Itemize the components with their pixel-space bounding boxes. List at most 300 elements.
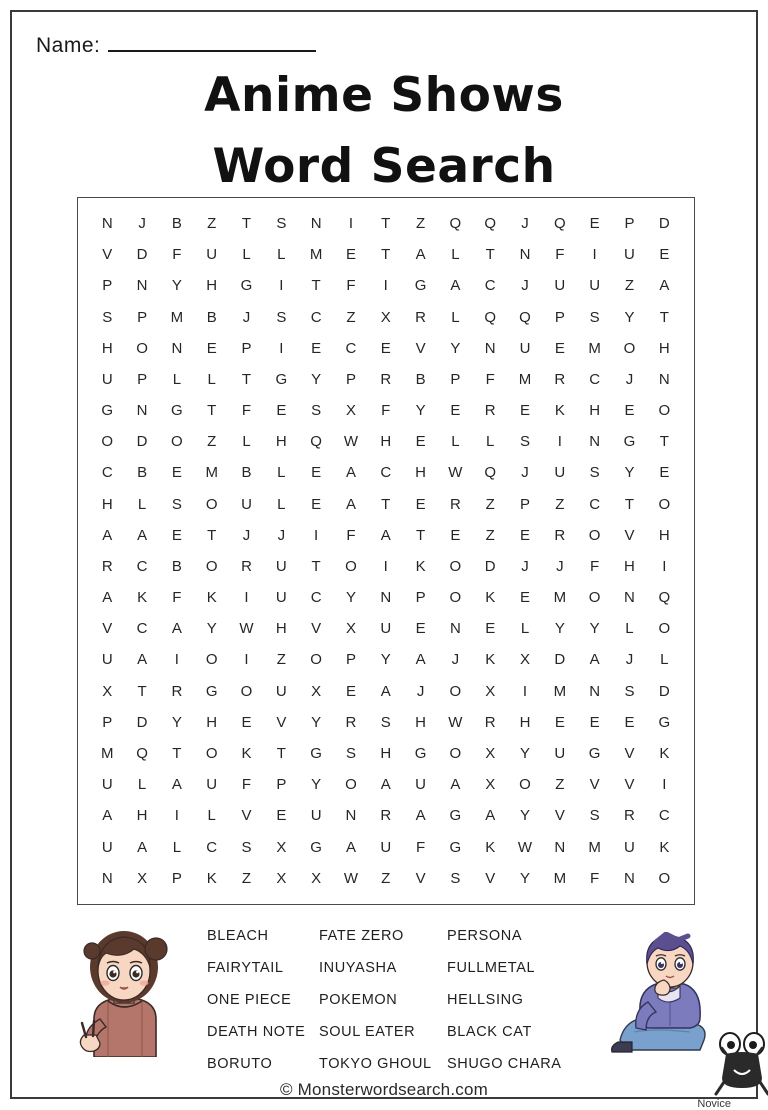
grid-letter[interactable]: E bbox=[659, 464, 670, 482]
grid-letter[interactable]: X bbox=[137, 869, 148, 887]
grid-letter[interactable]: M bbox=[170, 308, 184, 326]
grid-letter[interactable]: L bbox=[207, 807, 217, 825]
grid-letter[interactable]: I bbox=[592, 246, 598, 264]
grid-letter[interactable]: F bbox=[241, 402, 252, 420]
grid-letter[interactable]: S bbox=[589, 308, 600, 326]
grid-letter[interactable]: O bbox=[658, 402, 671, 420]
grid-letter[interactable]: J bbox=[521, 464, 530, 482]
grid-letter[interactable]: O bbox=[136, 339, 149, 357]
grid-letter[interactable]: P bbox=[624, 215, 635, 233]
name-write-line[interactable] bbox=[108, 37, 316, 52]
grid-letter[interactable]: X bbox=[520, 651, 531, 669]
grid-letter[interactable]: Z bbox=[624, 277, 635, 295]
grid-letter[interactable]: S bbox=[450, 869, 461, 887]
grid-letter[interactable]: E bbox=[345, 682, 357, 700]
grid-letter[interactable]: L bbox=[486, 433, 495, 451]
grid-letter[interactable]: X bbox=[485, 745, 496, 762]
grid-letter[interactable]: V bbox=[102, 246, 113, 264]
grid-letter[interactable]: O bbox=[345, 557, 358, 575]
grid-letter[interactable]: J bbox=[556, 557, 564, 575]
grid-letter[interactable]: M bbox=[553, 589, 567, 607]
grid-letter[interactable]: M bbox=[588, 838, 602, 856]
grid-letter[interactable]: E bbox=[624, 713, 635, 731]
grid-letter[interactable]: N bbox=[310, 215, 322, 233]
grid-letter[interactable]: D bbox=[484, 557, 496, 575]
grid-letter[interactable]: D bbox=[136, 433, 148, 451]
grid-letter[interactable]: L bbox=[172, 370, 182, 388]
grid-letter[interactable]: C bbox=[484, 277, 496, 295]
grid-letter[interactable]: T bbox=[624, 495, 635, 513]
grid-letter[interactable]: X bbox=[102, 682, 113, 700]
grid-letter[interactable]: N bbox=[380, 589, 392, 607]
grid-letter[interactable]: L bbox=[137, 776, 147, 794]
grid-letter[interactable]: P bbox=[102, 277, 113, 295]
grid-letter[interactable]: F bbox=[172, 589, 182, 607]
grid-letter[interactable]: J bbox=[242, 526, 251, 544]
grid-letter[interactable]: I bbox=[383, 277, 389, 295]
grid-letter[interactable]: F bbox=[172, 246, 182, 264]
grid-letter[interactable]: A bbox=[171, 776, 183, 794]
grid-letter[interactable]: A bbox=[102, 589, 113, 607]
grid-letter[interactable]: M bbox=[101, 745, 114, 762]
grid-letter[interactable]: N bbox=[554, 838, 566, 856]
grid-letter[interactable]: G bbox=[310, 838, 323, 856]
grid-letter[interactable]: R bbox=[554, 370, 566, 388]
grid-letter[interactable]: E bbox=[624, 402, 635, 420]
grid-letter[interactable]: E bbox=[171, 464, 183, 482]
grid-letter[interactable]: U bbox=[275, 589, 288, 607]
grid-letter[interactable]: R bbox=[345, 713, 357, 731]
grid-letter[interactable]: X bbox=[485, 776, 496, 794]
grid-letter[interactable]: Y bbox=[520, 807, 531, 825]
grid-letter[interactable]: A bbox=[345, 464, 357, 482]
grid-letter[interactable]: X bbox=[345, 402, 357, 420]
grid-letter[interactable]: Y bbox=[415, 402, 426, 420]
grid-letter[interactable]: A bbox=[102, 526, 113, 544]
grid-letter[interactable]: E bbox=[520, 589, 531, 607]
grid-letter[interactable]: A bbox=[137, 651, 148, 669]
grid-letter[interactable]: I bbox=[522, 682, 528, 700]
grid-letter[interactable]: S bbox=[589, 464, 600, 482]
grid-letter[interactable]: N bbox=[624, 589, 636, 607]
grid-letter[interactable]: F bbox=[485, 370, 496, 388]
grid-letter[interactable]: E bbox=[311, 495, 322, 513]
grid-letter[interactable]: D bbox=[554, 651, 566, 669]
grid-letter[interactable]: E bbox=[485, 620, 496, 638]
grid-letter[interactable]: V bbox=[311, 620, 322, 638]
grid-letter[interactable]: C bbox=[658, 807, 671, 825]
grid-letter[interactable]: E bbox=[380, 339, 392, 357]
grid-letter[interactable]: J bbox=[521, 557, 530, 575]
grid-letter[interactable]: H bbox=[624, 557, 636, 575]
word-item[interactable]: ONE PIECE bbox=[207, 992, 292, 1008]
grid-letter[interactable]: F bbox=[381, 402, 391, 420]
grid-letter[interactable]: N bbox=[589, 433, 601, 451]
word-item[interactable]: DEATH NOTE bbox=[207, 1024, 306, 1040]
grid-letter[interactable]: U bbox=[275, 557, 288, 575]
grid-letter[interactable]: E bbox=[589, 713, 600, 731]
grid-letter[interactable]: H bbox=[415, 713, 427, 731]
grid-letter[interactable]: U bbox=[589, 277, 601, 295]
grid-letter[interactable]: D bbox=[658, 215, 671, 233]
grid-letter[interactable]: S bbox=[276, 215, 287, 233]
grid-letter[interactable]: I bbox=[244, 589, 249, 607]
grid-letter[interactable]: N bbox=[101, 215, 113, 233]
grid-letter[interactable]: V bbox=[554, 807, 566, 825]
grid-letter[interactable]: O bbox=[449, 589, 462, 607]
grid-letter[interactable]: G bbox=[101, 402, 114, 420]
grid-letter[interactable]: O bbox=[658, 620, 671, 638]
grid-letter[interactable]: R bbox=[484, 713, 496, 731]
word-item[interactable]: BLACK CAT bbox=[447, 1024, 532, 1040]
grid-letter[interactable]: A bbox=[415, 807, 426, 825]
grid-letter[interactable]: I bbox=[557, 433, 563, 451]
grid-letter[interactable]: R bbox=[380, 807, 392, 825]
grid-letter[interactable]: G bbox=[205, 682, 218, 700]
grid-letter[interactable]: V bbox=[485, 869, 496, 887]
grid-letter[interactable]: G bbox=[449, 807, 462, 825]
grid-letter[interactable]: I bbox=[662, 557, 667, 575]
grid-letter[interactable]: O bbox=[658, 869, 671, 887]
grid-letter[interactable]: W bbox=[239, 620, 254, 638]
grid-letter[interactable]: E bbox=[520, 402, 531, 420]
word-item[interactable]: HELLSING bbox=[447, 992, 524, 1008]
grid-letter[interactable]: H bbox=[589, 402, 601, 420]
grid-letter[interactable]: Z bbox=[346, 308, 356, 326]
grid-letter[interactable]: D bbox=[136, 713, 148, 731]
grid-letter[interactable]: Z bbox=[207, 433, 217, 451]
grid-letter[interactable]: O bbox=[588, 526, 601, 544]
grid-letter[interactable]: I bbox=[279, 277, 284, 295]
grid-letter[interactable]: P bbox=[345, 370, 357, 388]
grid-letter[interactable]: A bbox=[171, 620, 183, 638]
grid-letter[interactable]: J bbox=[521, 215, 530, 233]
grid-letter[interactable]: L bbox=[137, 495, 147, 513]
word-item[interactable]: FULLMETAL bbox=[447, 960, 536, 976]
grid-letter[interactable]: G bbox=[658, 713, 671, 731]
grid-letter[interactable]: R bbox=[171, 682, 183, 700]
grid-letter[interactable]: Y bbox=[520, 869, 531, 887]
grid-letter[interactable]: U bbox=[554, 745, 566, 762]
grid-letter[interactable]: I bbox=[174, 807, 180, 825]
grid-letter[interactable]: P bbox=[171, 869, 183, 887]
grid-letter[interactable]: Z bbox=[276, 651, 287, 669]
grid-letter[interactable]: P bbox=[345, 651, 357, 669]
grid-letter[interactable]: V bbox=[589, 776, 600, 794]
grid-letter[interactable]: F bbox=[590, 557, 600, 575]
grid-letter[interactable]: W bbox=[343, 869, 359, 887]
grid-letter[interactable]: C bbox=[589, 370, 601, 388]
grid-letter[interactable]: L bbox=[207, 370, 217, 388]
grid-letter[interactable]: Z bbox=[241, 869, 252, 887]
grid-letter[interactable]: C bbox=[589, 495, 601, 513]
grid-letter[interactable]: G bbox=[310, 745, 323, 762]
grid-letter[interactable]: E bbox=[345, 246, 357, 264]
grid-letter[interactable]: Y bbox=[589, 620, 600, 638]
grid-letter[interactable]: U bbox=[519, 339, 531, 357]
grid-letter[interactable]: I bbox=[383, 557, 389, 575]
grid-letter[interactable]: S bbox=[345, 745, 357, 762]
grid-letter[interactable]: O bbox=[310, 651, 323, 669]
word-item[interactable]: BLEACH bbox=[207, 928, 269, 944]
grid-letter[interactable]: O bbox=[658, 495, 671, 513]
grid-letter[interactable]: L bbox=[660, 651, 669, 669]
grid-letter[interactable]: L bbox=[277, 495, 286, 513]
grid-letter[interactable]: M bbox=[553, 682, 567, 700]
grid-letter[interactable]: F bbox=[241, 776, 252, 794]
grid-letter[interactable]: D bbox=[136, 246, 148, 264]
grid-letter[interactable]: E bbox=[311, 464, 322, 482]
grid-letter[interactable]: U bbox=[310, 807, 322, 825]
grid-letter[interactable]: U bbox=[275, 682, 288, 700]
grid-letter[interactable]: G bbox=[275, 370, 288, 388]
grid-letter[interactable]: T bbox=[381, 246, 391, 264]
grid-letter[interactable]: Q bbox=[658, 589, 671, 607]
grid-letter[interactable]: Q bbox=[136, 745, 149, 762]
grid-letter[interactable]: Y bbox=[311, 370, 322, 388]
grid-letter[interactable]: A bbox=[345, 838, 357, 856]
grid-letter[interactable]: A bbox=[380, 526, 392, 544]
grid-letter[interactable]: T bbox=[241, 215, 252, 233]
grid-letter[interactable]: K bbox=[485, 589, 496, 607]
grid-letter[interactable]: N bbox=[589, 682, 601, 700]
grid-letter[interactable]: N bbox=[345, 807, 357, 825]
grid-letter[interactable]: K bbox=[137, 589, 148, 607]
grid-letter[interactable]: L bbox=[451, 246, 460, 264]
grid-letter[interactable]: E bbox=[659, 246, 670, 264]
grid-letter[interactable]: P bbox=[415, 589, 426, 607]
grid-letter[interactable]: I bbox=[244, 651, 249, 669]
grid-letter[interactable]: V bbox=[415, 869, 426, 887]
grid-letter[interactable]: A bbox=[450, 277, 461, 295]
grid-letter[interactable]: K bbox=[415, 557, 426, 575]
grid-letter[interactable]: P bbox=[102, 713, 113, 731]
grid-letter[interactable]: V bbox=[624, 526, 635, 544]
grid-letter[interactable]: J bbox=[521, 277, 530, 295]
grid-letter[interactable]: V bbox=[102, 620, 113, 638]
grid-letter[interactable]: U bbox=[624, 246, 636, 264]
grid-letter[interactable]: O bbox=[240, 682, 253, 700]
grid-letter[interactable]: K bbox=[554, 402, 566, 420]
grid-letter[interactable]: T bbox=[207, 402, 217, 420]
grid-letter[interactable]: D bbox=[658, 682, 671, 700]
grid-letter[interactable]: B bbox=[137, 464, 148, 482]
grid-letter[interactable]: N bbox=[449, 620, 462, 638]
grid-letter[interactable]: H bbox=[136, 807, 148, 825]
grid-letter[interactable]: W bbox=[343, 433, 359, 451]
grid-letter[interactable]: E bbox=[415, 620, 426, 638]
grid-letter[interactable]: N bbox=[171, 339, 183, 357]
grid-letter[interactable]: C bbox=[101, 464, 113, 482]
grid-letter[interactable]: U bbox=[101, 370, 113, 388]
grid-letter[interactable]: S bbox=[520, 433, 531, 451]
grid-letter[interactable]: X bbox=[311, 869, 322, 887]
grid-letter[interactable]: H bbox=[658, 526, 671, 544]
grid-letter[interactable]: S bbox=[171, 495, 183, 513]
grid-letter[interactable]: L bbox=[451, 308, 460, 326]
grid-letter[interactable]: X bbox=[485, 682, 496, 700]
grid-letter[interactable]: O bbox=[171, 433, 184, 451]
grid-letter[interactable]: Y bbox=[624, 464, 635, 482]
grid-letter[interactable]: T bbox=[381, 215, 391, 233]
grid-letter[interactable]: B bbox=[171, 557, 183, 575]
grid-letter[interactable]: U bbox=[415, 776, 427, 794]
grid-letter[interactable]: R bbox=[101, 557, 113, 575]
grid-letter[interactable]: Z bbox=[485, 495, 496, 513]
grid-letter[interactable]: V bbox=[415, 339, 426, 357]
word-item[interactable]: FATE ZERO bbox=[319, 928, 404, 944]
grid-letter[interactable]: G bbox=[449, 838, 462, 856]
grid-letter[interactable]: S bbox=[624, 682, 635, 700]
grid-letter[interactable]: A bbox=[345, 495, 357, 513]
grid-letter[interactable]: O bbox=[449, 682, 462, 700]
grid-letter[interactable]: Y bbox=[624, 308, 635, 326]
word-search-grid[interactable] bbox=[77, 197, 695, 905]
grid-letter[interactable]: E bbox=[450, 526, 461, 544]
grid-letter[interactable]: E bbox=[241, 713, 252, 731]
grid-letter[interactable]: G bbox=[588, 745, 601, 762]
grid-letter[interactable]: U bbox=[101, 776, 113, 794]
grid-letter[interactable]: H bbox=[380, 433, 392, 451]
grid-letter[interactable]: H bbox=[415, 464, 427, 482]
word-item[interactable]: POKEMON bbox=[319, 992, 398, 1008]
grid-letter[interactable]: N bbox=[658, 370, 671, 388]
grid-letter[interactable]: K bbox=[659, 838, 670, 856]
grid-letter[interactable]: M bbox=[309, 246, 323, 264]
grid-letter[interactable]: A bbox=[137, 526, 148, 544]
word-item[interactable]: TOKYO GHOUL bbox=[319, 1056, 432, 1072]
grid-letter[interactable]: H bbox=[519, 713, 531, 731]
grid-letter[interactable]: Z bbox=[555, 776, 565, 794]
grid-letter[interactable]: Y bbox=[380, 651, 392, 669]
grid-letter[interactable]: B bbox=[206, 308, 217, 326]
grid-letter[interactable]: M bbox=[553, 869, 567, 887]
grid-letter[interactable]: P bbox=[450, 370, 461, 388]
grid-letter[interactable]: A bbox=[137, 838, 148, 856]
grid-letter[interactable]: C bbox=[380, 464, 392, 482]
grid-letter[interactable]: K bbox=[485, 651, 496, 669]
grid-letter[interactable]: I bbox=[279, 339, 284, 357]
grid-letter[interactable]: C bbox=[310, 308, 322, 326]
grid-letter[interactable]: Z bbox=[381, 869, 391, 887]
grid-letter[interactable]: E bbox=[276, 402, 287, 420]
word-item[interactable]: INUYASHA bbox=[319, 960, 397, 976]
grid-letter[interactable]: N bbox=[136, 277, 148, 295]
grid-letter[interactable]: U bbox=[101, 838, 113, 856]
grid-letter[interactable]: X bbox=[380, 308, 392, 326]
grid-letter[interactable]: E bbox=[554, 339, 566, 357]
grid-letter[interactable]: M bbox=[518, 370, 532, 388]
grid-letter[interactable]: K bbox=[206, 869, 217, 887]
word-item[interactable]: SHUGO CHARA bbox=[447, 1056, 562, 1072]
grid-letter[interactable]: F bbox=[346, 526, 356, 544]
grid-letter[interactable]: V bbox=[624, 745, 635, 762]
grid-letter[interactable]: Q bbox=[449, 215, 462, 233]
grid-letter[interactable]: U bbox=[206, 246, 218, 264]
grid-letter[interactable]: X bbox=[276, 838, 287, 856]
grid-letter[interactable]: P bbox=[137, 308, 148, 326]
grid-letter[interactable]: J bbox=[451, 651, 460, 669]
grid-letter[interactable]: X bbox=[311, 682, 322, 700]
grid-letter[interactable]: Q bbox=[484, 215, 497, 233]
grid-letter[interactable]: Y bbox=[450, 339, 461, 357]
grid-letter[interactable]: N bbox=[101, 869, 113, 887]
grid-letter[interactable]: L bbox=[520, 620, 530, 638]
grid-letter[interactable]: L bbox=[242, 433, 251, 451]
grid-letter[interactable]: H bbox=[101, 495, 113, 513]
grid-letter[interactable]: Y bbox=[345, 589, 357, 607]
grid-letter[interactable]: N bbox=[624, 869, 636, 887]
grid-letter[interactable]: U bbox=[380, 838, 392, 856]
grid-letter[interactable]: R bbox=[415, 308, 427, 326]
grid-letter[interactable]: V bbox=[624, 776, 635, 794]
grid-letter[interactable]: T bbox=[311, 277, 322, 295]
grid-letter[interactable]: H bbox=[275, 620, 288, 638]
grid-letter[interactable]: E bbox=[415, 495, 426, 513]
grid-letter[interactable]: C bbox=[345, 339, 357, 357]
grid-letter[interactable]: S bbox=[276, 308, 287, 326]
grid-letter[interactable]: G bbox=[414, 745, 427, 762]
grid-letter[interactable]: B bbox=[241, 464, 252, 482]
grid-letter[interactable]: S bbox=[311, 402, 322, 420]
grid-letter[interactable]: Y bbox=[520, 745, 531, 762]
grid-letter[interactable]: E bbox=[311, 339, 322, 357]
grid-letter[interactable]: C bbox=[136, 620, 148, 638]
grid-letter[interactable]: O bbox=[449, 745, 462, 762]
grid-letter[interactable]: I bbox=[348, 215, 354, 233]
grid-letter[interactable]: V bbox=[241, 807, 252, 825]
grid-letter[interactable]: I bbox=[662, 776, 667, 794]
grid-letter[interactable]: O bbox=[205, 651, 218, 669]
grid-letter[interactable]: H bbox=[101, 339, 113, 357]
grid-letter[interactable]: C bbox=[310, 589, 322, 607]
grid-letter[interactable]: E bbox=[206, 339, 217, 357]
grid-letter[interactable]: R bbox=[624, 807, 636, 825]
grid-letter[interactable]: U bbox=[380, 620, 392, 638]
grid-letter[interactable]: Z bbox=[485, 526, 496, 544]
grid-letter[interactable]: Z bbox=[555, 495, 565, 513]
grid-letter[interactable]: H bbox=[206, 277, 218, 295]
grid-letter[interactable]: L bbox=[277, 464, 286, 482]
grid-letter[interactable]: F bbox=[346, 277, 356, 295]
grid-letter[interactable]: O bbox=[588, 589, 601, 607]
grid-letter[interactable]: H bbox=[206, 713, 218, 731]
grid-letter[interactable]: Z bbox=[207, 215, 217, 233]
grid-letter[interactable]: R bbox=[241, 557, 253, 575]
grid-letter[interactable]: Y bbox=[171, 713, 183, 731]
grid-letter[interactable]: T bbox=[659, 433, 670, 451]
grid-letter[interactable]: X bbox=[276, 869, 287, 887]
grid-letter[interactable]: L bbox=[172, 838, 182, 856]
grid-letter[interactable]: A bbox=[485, 807, 496, 825]
grid-letter[interactable]: L bbox=[242, 246, 251, 264]
grid-letter[interactable]: Q bbox=[553, 215, 566, 233]
grid-letter[interactable]: K bbox=[659, 745, 670, 762]
grid-letter[interactable]: E bbox=[520, 526, 531, 544]
grid-letter[interactable]: N bbox=[519, 246, 531, 264]
grid-letter[interactable]: T bbox=[276, 745, 287, 762]
grid-letter[interactable]: Y bbox=[311, 713, 322, 731]
grid-letter[interactable]: Y bbox=[206, 620, 217, 638]
grid-letter[interactable]: G bbox=[240, 277, 253, 295]
grid-letter[interactable]: I bbox=[174, 651, 180, 669]
grid-letter[interactable]: M bbox=[205, 464, 219, 482]
grid-letter[interactable]: S bbox=[102, 308, 113, 326]
grid-letter[interactable]: A bbox=[380, 776, 392, 794]
grid-letter[interactable]: F bbox=[590, 869, 600, 887]
grid-letter[interactable]: E bbox=[415, 433, 426, 451]
grid-letter[interactable]: H bbox=[275, 433, 288, 451]
